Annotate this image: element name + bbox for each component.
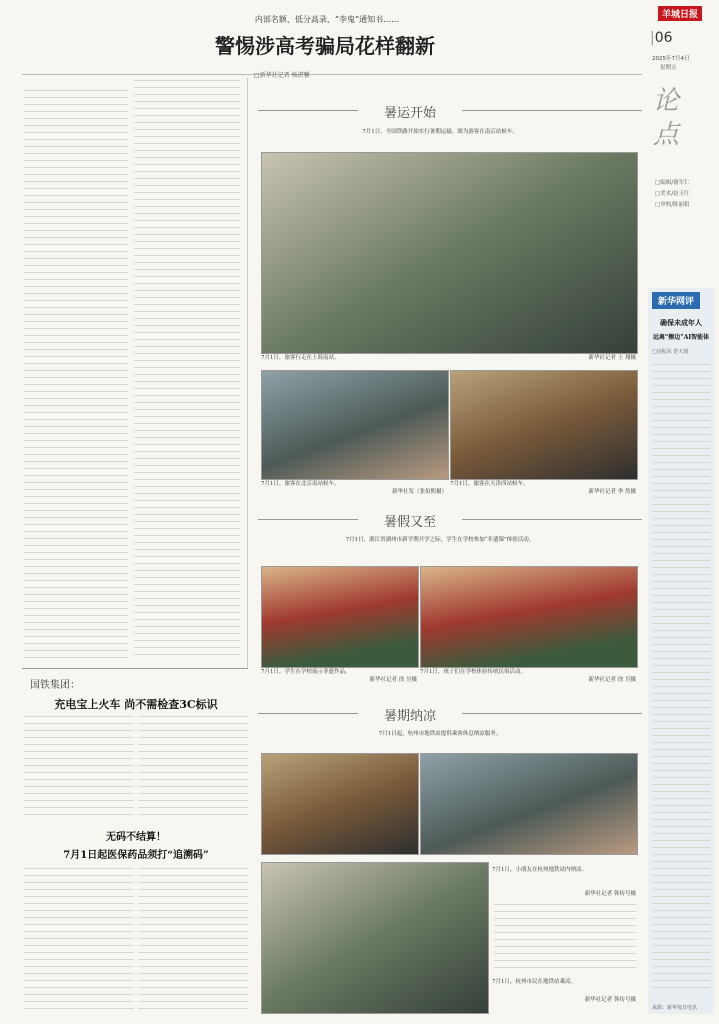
photo-students-folk-art [420,566,638,668]
photo-section-intro: 7月1日，浙江省湖州市新学期开学之际，学生在学校参加“非遗课”体验活动。 [345,537,535,543]
photo-caption-body [494,904,636,974]
newspaper-logo: 羊城日报 [658,6,702,21]
photo-section-title: 暑假又至 [383,515,436,530]
section-divider [462,713,642,714]
photo-caption: 7月1日，旅客行走在上海南站。 [261,355,340,361]
section-divider [258,713,358,714]
sidebar-title: 确保未成年人 [660,318,702,327]
photo-waiting-hall [450,370,638,480]
column-divider [247,78,248,668]
issue-date: 2025年7月4日 [652,56,690,62]
lead-body-column-2 [134,80,240,658]
page-number: |06 [650,30,673,46]
photo-station-travellers [261,152,638,354]
photo-credit: 新华社记者 王 翔摄 [588,355,636,361]
photo-child-reading [261,753,419,855]
photo-caption: 7月1日，小朋友在杭州地铁站内纳凉。 [492,867,587,873]
brief-headline: 充电宝上火车 尚不需检查3C标识 [54,698,218,711]
photo-caption: 7月1日，旅客在天津西站候车。 [450,481,529,487]
photo-section-title: 暑期纳凉 [383,709,436,724]
photo-high-speed-train [261,370,449,480]
photo-caption: 7月1日，孩子们在学校体验传统民俗活动。 [420,669,526,675]
lead-headline: 警惕涉高考骗局花样翻新 [215,34,435,58]
photo-section-intro: 7月1日，全国铁路开始实行暑期运输。图为游客在南京站候车。 [362,129,518,135]
photo-credit: 新华社发（张伯熙摄） [391,489,447,495]
brief-headline: 无码不结算！ [106,832,166,843]
editor-credit: □编辑/谢军仁 [655,180,690,186]
page-number-value: 06 [654,30,673,46]
editor-credits [655,178,715,208]
section-divider [258,519,358,520]
photo-section-title: 暑运开始 [383,106,436,121]
issue-weekday: 星期五 [660,65,677,71]
brief-body [24,716,134,816]
photo-caption: 7月1日，学生在学校展示非遗作品。 [261,669,351,675]
section-divider [462,110,642,111]
editor-credit: □审校/陈丽娟 [655,202,690,208]
editor-credit: □美术/赵玉红 [655,191,690,197]
photo-credit: 新华社记者 徐 昱摄 [369,677,417,683]
lead-byline: □新华社记者 杨湛馨 [254,72,310,79]
brief-headline: 7月1日起医保药品须打“追溯码” [63,850,209,861]
lead-body-column-1 [24,90,128,658]
section-divider [258,110,358,111]
photo-metro-rest-area [420,753,638,855]
photo-students-crafts [261,566,419,668]
lead-kicker: 内部名额、低分高录、“李鬼”通知书…… [254,15,400,24]
brief-body [138,716,248,816]
top-rule [22,74,642,75]
section-divider [462,519,642,520]
photo-section-intro: 7月1日起，杭州市地铁站提供乘客休息纳凉服务。 [378,731,502,737]
photo-credit: 新华社记者 韩传号摄 [584,891,636,897]
photo-metro-cooling [261,862,489,1014]
photo-credit: 新华社记者 韩传号摄 [584,997,636,1003]
brief-label: 国铁集团： [30,680,80,691]
bottom-rule [22,668,248,669]
brief-body [138,868,248,1014]
sidebar-byline: □吴振东 范天琦 [652,349,689,355]
sidebar-source: 来源：新华每日电讯 [652,1005,698,1011]
photo-caption: 7月1日，旅客在北京南站候车。 [261,481,340,487]
brief-body [24,868,134,1014]
sidebar-banner: 新华网评 [652,292,700,309]
photo-caption: 7月1日，杭州市民在地铁站乘凉。 [492,979,576,985]
sidebar-title: 远离“擦边”AI智能体 [652,334,710,341]
section-title-calligraphy: 论 点 [653,86,680,150]
sidebar-body [652,364,710,994]
photo-credit: 新华社记者 徐 昱摄 [588,677,636,683]
photo-credit: 新华社记者 李 然摄 [588,489,636,495]
